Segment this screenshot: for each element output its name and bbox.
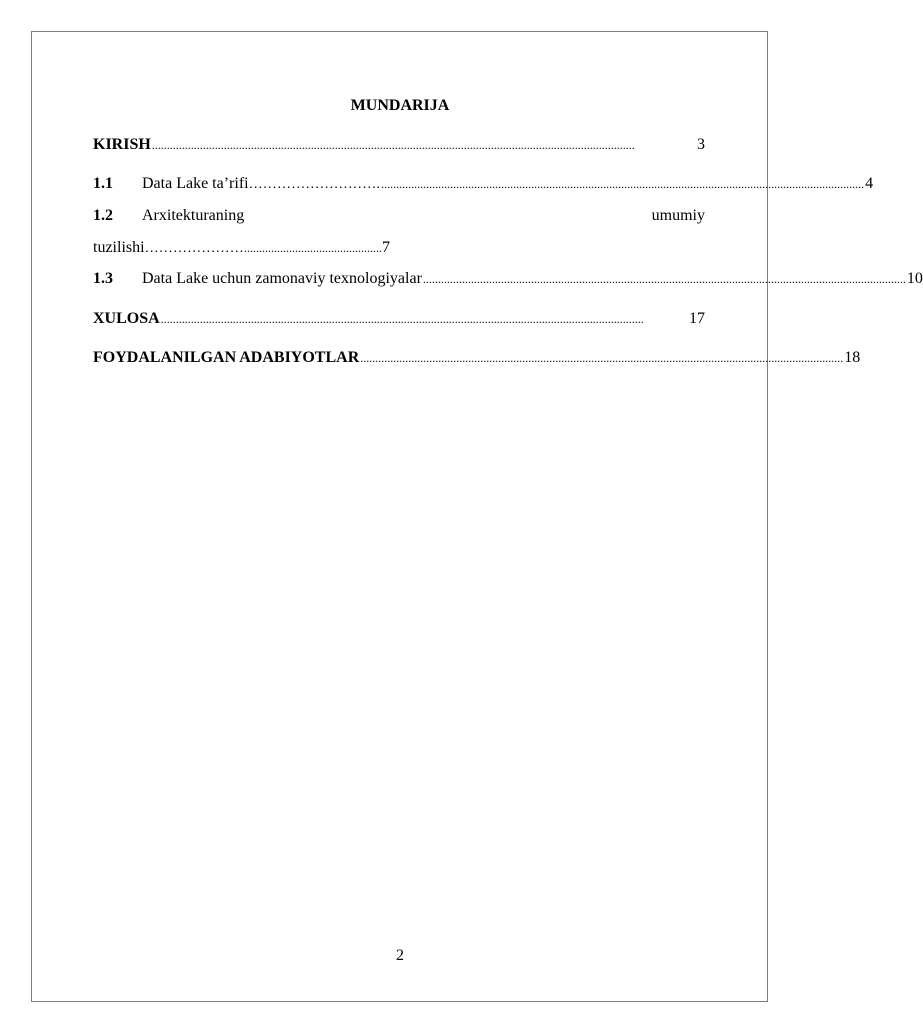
toc-label-xulosa: XULOSA xyxy=(93,310,160,327)
dot-leader: ................................................................................................................................................................. xyxy=(160,312,644,326)
toc-page-1-2: 7 xyxy=(381,239,390,256)
toc-entry-1-3[interactable] xyxy=(93,269,923,289)
toc-entry-kirish[interactable] xyxy=(93,135,705,155)
dot-leader: ................................................................................................................................................................. xyxy=(422,272,906,286)
dot-leader: ................................................................................................................................................................. xyxy=(151,138,635,152)
toc-number-1-3: 1.3 xyxy=(93,270,113,287)
toc-title: MUNDARIJA xyxy=(350,97,450,114)
toc-page-1-1: 4 xyxy=(865,175,874,192)
toc-number-1-2: 1.2 xyxy=(93,207,113,224)
toc-label-1-2-part1: Arxitekturaning xyxy=(142,207,245,224)
toc-label-kirish: KIRISH xyxy=(93,136,151,153)
toc-page-adabiyotlar: 18 xyxy=(844,349,861,366)
toc-entry-1-2-continuation[interactable] xyxy=(93,238,390,259)
toc-label-1-2-part2: umumiy xyxy=(651,207,705,224)
toc-entry-xulosa[interactable] xyxy=(93,309,705,329)
toc-label-adabiyotlar: FOYDALANILGAN ADABIYOTLAR xyxy=(93,349,360,366)
dot-leader-ellipsis: ………………… xyxy=(144,241,244,256)
toc-page-kirish: 3 xyxy=(697,136,705,153)
toc-label-1-3: Data Lake uchun zamonaviy texnologiyalar xyxy=(142,270,422,287)
toc-entry-1-2[interactable] xyxy=(93,206,705,226)
dot-leader: .............................................. xyxy=(243,241,382,255)
dot-leader-ellipsis: ………………………. xyxy=(248,177,381,192)
page-number: 2 xyxy=(396,947,404,964)
toc-number-1-1: 1.1 xyxy=(93,175,113,192)
toc-page-1-3: 10 xyxy=(906,270,923,287)
toc-entry-adabiyotlar[interactable] xyxy=(93,348,861,368)
dot-leader: ................................................................................................................................................................. xyxy=(381,177,865,191)
toc-page-xulosa: 17 xyxy=(689,310,705,327)
toc-label-1-1: Data Lake ta’rifi xyxy=(142,175,249,192)
toc-entry-1-1[interactable] xyxy=(93,174,874,195)
toc-label-1-2-cont: tuzilishi xyxy=(93,239,145,256)
dot-leader: ................................................................................................................................................................. xyxy=(360,351,844,365)
